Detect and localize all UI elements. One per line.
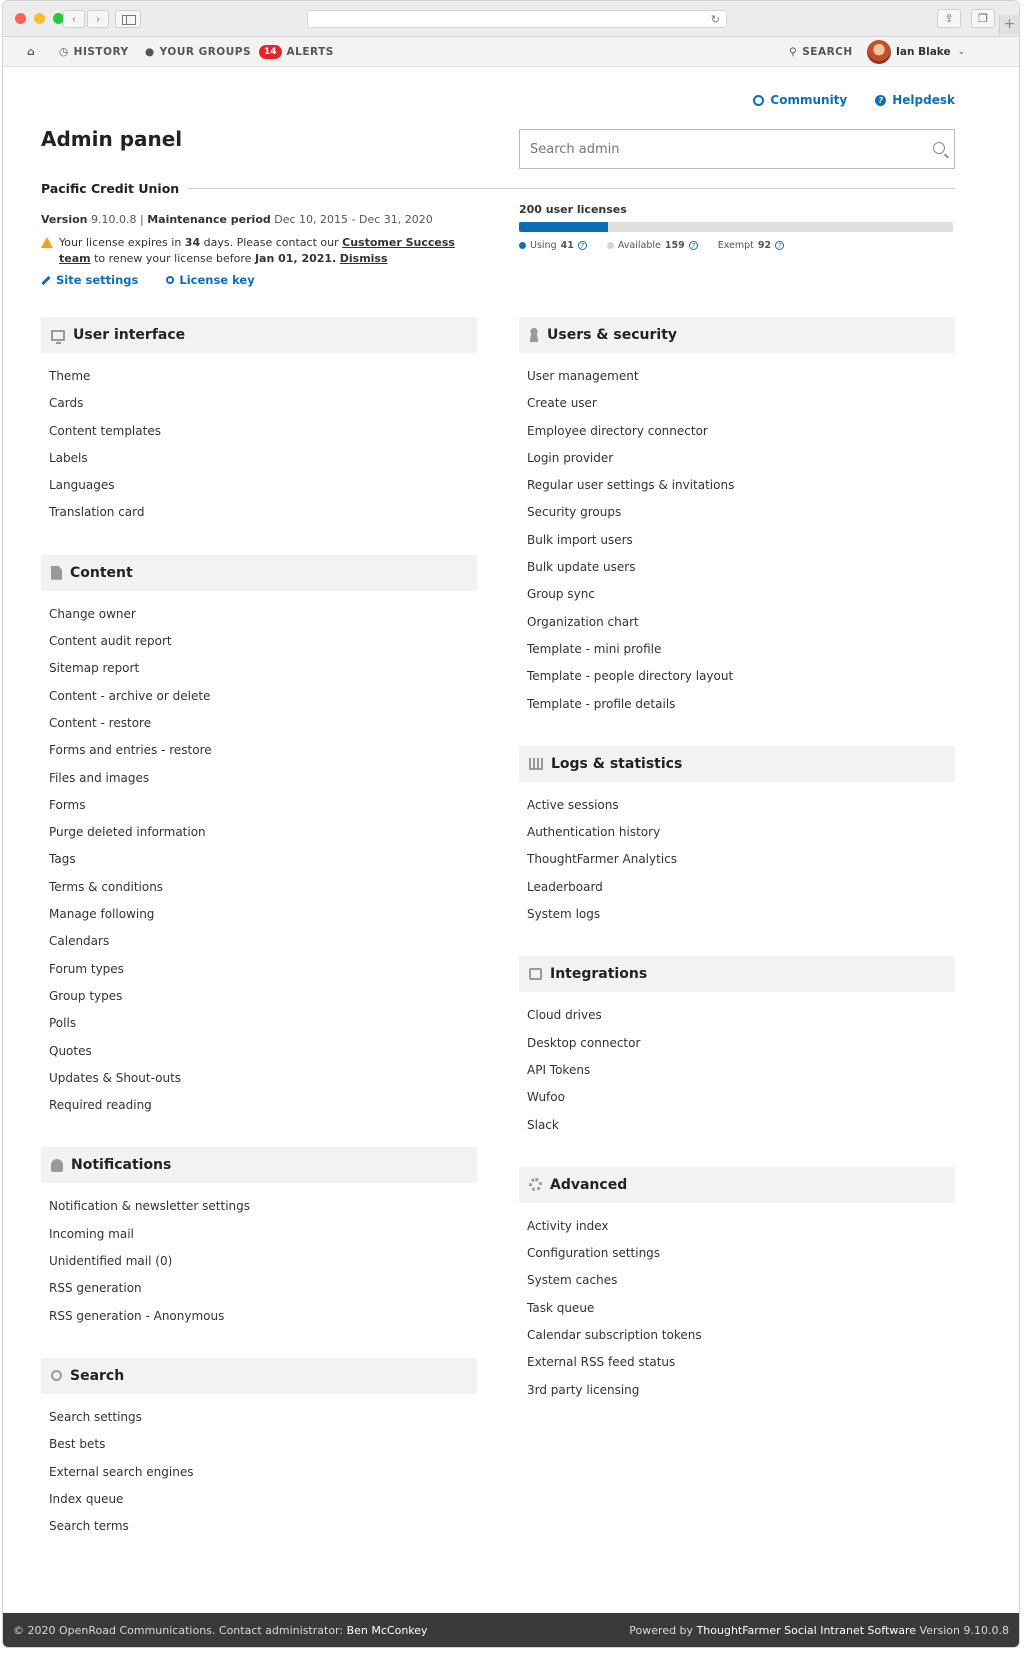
help-icon[interactable]: ? (775, 241, 784, 250)
admin-link-activity-index[interactable]: Activity index (527, 1218, 609, 1233)
org-name: Pacific Credit Union (41, 181, 180, 196)
top-search-link[interactable] (789, 37, 853, 67)
product-link[interactable]: ThoughtFarmer Social Intranet Software (696, 1623, 917, 1637)
top-search-label: SEARCH (802, 46, 853, 58)
version-info (41, 213, 433, 226)
admin-link-required-reading[interactable]: Required reading (49, 1098, 152, 1113)
gear-icon (529, 1178, 542, 1191)
admin-link-content-restore[interactable]: Content - restore (49, 715, 152, 730)
left-column (41, 317, 477, 1568)
admin-link-best-bets[interactable]: Best bets (49, 1437, 106, 1452)
section-advanced (519, 1167, 955, 1404)
maintenance-value: Dec 10, 2015 - Dec 31, 2020 (274, 213, 433, 226)
admin-link-search-terms[interactable]: Search terms (49, 1519, 129, 1534)
admin-link-3rd-party-licensing[interactable]: 3rd party licensing (527, 1382, 640, 1397)
legend-exempt (718, 240, 784, 251)
admin-link-cloud-drives[interactable]: Cloud drives (527, 1008, 602, 1023)
available-label: Available (617, 240, 661, 251)
user-menu[interactable] (867, 37, 965, 67)
powered-by-text: Powered by (629, 1623, 697, 1637)
copyright-text: © 2020 OpenRoad Communications. Contact administrator: (13, 1623, 347, 1637)
license-progress-bar (519, 222, 953, 232)
bar-chart-icon (529, 758, 543, 770)
pencil-icon (41, 275, 50, 284)
admin-link-notification-newsletter-settings[interactable]: Notification & newsletter settings (49, 1199, 251, 1214)
using-dot-icon (519, 242, 526, 249)
admin-link-unidentified-mail-0[interactable]: Unidentified mail (0) (49, 1254, 173, 1269)
admin-link-task-queue[interactable]: Task queue (527, 1300, 595, 1315)
admin-link-authentication-history[interactable]: Authentication history (527, 825, 661, 840)
admin-link-group-types[interactable]: Group types (49, 988, 123, 1003)
admin-link-bulk-update-users[interactable]: Bulk update users (527, 560, 636, 575)
admin-link-active-sessions[interactable]: Active sessions (527, 797, 619, 812)
version-label: Version (41, 213, 88, 226)
warning-icon (41, 237, 53, 248)
section-title: User interface (73, 327, 186, 343)
right-column (519, 317, 955, 1432)
admin-link-wufoo[interactable]: Wufoo (527, 1090, 565, 1105)
admin-link-tags[interactable]: Tags (49, 852, 76, 867)
home-icon: ⌂ (27, 46, 36, 58)
bell-icon (51, 1159, 63, 1172)
dismiss-link[interactable]: Dismiss (339, 252, 388, 265)
version-text: Version 9.10.0.8 (916, 1623, 1009, 1637)
section-header (519, 746, 955, 782)
maintenance-label: Maintenance period (147, 213, 271, 226)
customer-success-link[interactable]: Customer Success team (59, 236, 455, 265)
user-icon (529, 328, 539, 342)
new-tab-button[interactable]: + (999, 15, 1019, 35)
admin-link-system-logs[interactable]: System logs (527, 907, 601, 922)
section-users-security (519, 317, 955, 718)
minimize-window-button[interactable] (34, 13, 45, 24)
close-window-button[interactable] (15, 13, 26, 24)
license-usage (519, 203, 955, 251)
admin-link-create-user[interactable]: Create user (527, 396, 597, 411)
section-title: Content (70, 564, 133, 581)
admin-link-quotes[interactable]: Quotes (49, 1043, 92, 1058)
admin-link-template-profile-details[interactable]: Template - profile details (527, 696, 676, 711)
site-settings-link[interactable] (41, 273, 138, 287)
admin-link-content-templates[interactable]: Content templates (49, 423, 161, 438)
help-links (753, 93, 955, 107)
section-header (41, 1147, 477, 1183)
admin-link-security-groups[interactable]: Security groups (527, 505, 622, 520)
warning-date: Jan 01, 2021. (254, 252, 337, 265)
license-key-label: License key (179, 273, 255, 287)
section-title: Integrations (550, 966, 648, 983)
admin-link-labels[interactable]: Labels (49, 450, 88, 465)
alerts-count-badge: 14 (259, 45, 282, 59)
share-button[interactable]: ⇪ (937, 9, 961, 28)
section-items (41, 1183, 477, 1329)
divider (187, 188, 955, 189)
globe-icon (753, 95, 764, 106)
community-link[interactable] (753, 93, 847, 107)
admin-link-thoughtfarmer-analytics[interactable]: ThoughtFarmer Analytics (527, 852, 677, 867)
admin-link-languages[interactable]: Languages (49, 478, 115, 493)
tab-overview-button[interactable]: ❐ (971, 9, 995, 28)
chevron-down-icon: ⌄ (957, 47, 966, 57)
using-label: Using (530, 240, 557, 251)
home-link[interactable] (27, 37, 35, 67)
section-title: Advanced (550, 1176, 628, 1193)
section-title: Notifications (71, 1157, 172, 1174)
admin-link-files-and-images[interactable]: Files and images (49, 770, 150, 785)
section-header (519, 317, 955, 353)
document-icon (51, 566, 62, 580)
helpdesk-link[interactable] (875, 93, 955, 107)
section-items (41, 353, 477, 527)
section-items (519, 1203, 955, 1404)
admin-link-content-archive-or-delete[interactable]: Content - archive or delete (49, 688, 211, 703)
section-items (41, 591, 477, 1120)
section-notifications (41, 1147, 477, 1329)
admin-link-leaderboard[interactable]: Leaderboard (527, 879, 603, 894)
browser-window (2, 0, 1020, 1648)
admin-link-configuration-settings[interactable]: Configuration settings (527, 1246, 661, 1261)
using-value: 41 (560, 240, 574, 251)
reload-icon[interactable]: ↻ (710, 13, 720, 26)
admin-link-regular-user-settings-invitations[interactable]: Regular user settings & invitations (527, 478, 735, 493)
search-icon: ⚲ (789, 46, 798, 58)
help-icon[interactable]: ? (689, 241, 698, 250)
admin-link-terms-conditions[interactable]: Terms & conditions (49, 879, 164, 894)
admin-link-updates-shout-outs[interactable]: Updates & Shout-outs (49, 1070, 182, 1085)
section-header (519, 1167, 955, 1203)
admin-link-theme[interactable]: Theme (49, 369, 91, 383)
section-user-interface (41, 317, 477, 527)
admin-link-manage-following[interactable]: Manage following (49, 907, 155, 922)
warning-text: Your license expires in (59, 236, 185, 249)
community-label: Community (770, 93, 848, 107)
section-items (41, 1394, 477, 1540)
warning-text: to renew your license before (90, 252, 255, 265)
footer (3, 1613, 1020, 1647)
sidebar-toggle-button[interactable] (115, 10, 141, 28)
user-name: Ian Blake (896, 46, 951, 58)
search-icon (51, 1370, 62, 1381)
site-links (41, 273, 255, 287)
address-bar[interactable] (307, 10, 727, 28)
admin-link-content-audit-report[interactable]: Content audit report (49, 634, 172, 649)
alerts-label: ALERTS (286, 46, 334, 58)
question-icon: ? (875, 95, 886, 106)
legend-using (519, 240, 587, 251)
admin-link-search-settings[interactable]: Search settings (49, 1409, 142, 1424)
admin-contact-link[interactable]: Ben McConkey (346, 1623, 428, 1637)
clock-icon: ◷ (59, 46, 69, 58)
admin-link-template-people-directory-layout[interactable]: Template - people directory layout (527, 669, 734, 684)
admin-link-calendars[interactable]: Calendars (49, 934, 110, 949)
section-items (519, 992, 955, 1138)
section-logs-statistics (519, 746, 955, 928)
section-items (519, 782, 955, 928)
admin-link-sitemap-report[interactable]: Sitemap report (49, 661, 140, 676)
search-icon[interactable] (933, 142, 945, 154)
exempt-value: 92 (757, 240, 772, 251)
available-value: 159 (664, 240, 685, 251)
browser-toolbar (3, 1, 1019, 37)
section-header (41, 317, 477, 353)
admin-link-external-rss-feed-status[interactable]: External RSS feed status (527, 1355, 676, 1370)
app-top-nav (3, 37, 1019, 67)
footer-left (13, 1624, 428, 1637)
org-header (41, 181, 955, 196)
license-title: 200 user licenses (519, 203, 627, 216)
section-items (519, 353, 955, 718)
admin-link-index-queue[interactable]: Index queue (49, 1491, 124, 1506)
search-admin-input[interactable] (519, 129, 955, 169)
admin-link-polls[interactable]: Polls (49, 1016, 77, 1031)
section-search (41, 1358, 477, 1540)
warning-days: 34 (184, 236, 201, 249)
page-title: Admin panel (41, 127, 183, 151)
admin-link-forms-and-entries-restore[interactable]: Forms and entries - restore (49, 743, 212, 758)
admin-link-calendar-subscription-tokens[interactable]: Calendar subscription tokens (527, 1328, 702, 1343)
admin-link-external-search-engines[interactable]: External search engines (49, 1464, 194, 1479)
your-groups-label: YOUR GROUPS (159, 46, 252, 58)
admin-link-slack[interactable]: Slack (527, 1117, 559, 1132)
section-title: Logs & statistics (551, 755, 683, 772)
admin-link-bulk-import-users[interactable]: Bulk import users (527, 532, 633, 547)
admin-link-system-caches[interactable]: System caches (527, 1273, 618, 1288)
admin-link-forum-types[interactable]: Forum types (49, 961, 124, 976)
admin-link-purge-deleted-information[interactable]: Purge deleted information (49, 825, 206, 840)
license-legend (519, 240, 955, 251)
available-dot-icon (607, 242, 614, 249)
admin-link-translation-card[interactable]: Translation card (49, 505, 145, 520)
section-header (41, 1358, 477, 1394)
exempt-label: Exempt (717, 240, 754, 251)
window-controls (15, 13, 64, 24)
person-icon: ● (145, 46, 155, 58)
helpdesk-label: Helpdesk (892, 93, 955, 107)
admin-link-user-management[interactable]: User management (527, 369, 639, 383)
share-icon (529, 968, 542, 980)
admin-link-rss-generation[interactable]: RSS generation (49, 1281, 142, 1296)
footer-right (629, 1624, 1009, 1637)
admin-link-template-mini-profile[interactable]: Template - mini profile (527, 641, 662, 656)
back-button[interactable]: ‹ (63, 10, 85, 28)
section-title: Search (70, 1367, 125, 1384)
section-header (519, 956, 955, 992)
warning-text: days. Please contact our (200, 236, 343, 249)
monitor-icon (51, 330, 65, 341)
forward-button[interactable]: › (87, 10, 109, 28)
admin-link-change-owner[interactable]: Change owner (49, 606, 136, 621)
section-header (41, 555, 477, 591)
section-integrations (519, 956, 955, 1138)
admin-link-rss-generation-anonymous[interactable]: RSS generation - Anonymous (49, 1308, 225, 1323)
admin-link-api-tokens[interactable]: API Tokens (527, 1062, 591, 1077)
admin-link-incoming-mail[interactable]: Incoming mail (49, 1226, 134, 1241)
your-groups-link[interactable] (145, 37, 251, 67)
alerts-link[interactable] (259, 37, 334, 67)
admin-link-cards[interactable]: Cards (49, 396, 84, 411)
admin-link-forms[interactable]: Forms (49, 797, 86, 812)
help-icon[interactable]: ? (578, 241, 587, 250)
separator: | (140, 213, 148, 226)
admin-link-desktop-connector[interactable]: Desktop connector (527, 1035, 641, 1050)
admin-link-employee-directory-connector[interactable]: Employee directory connector (527, 423, 708, 438)
history-nav (63, 10, 109, 28)
avatar (867, 40, 891, 64)
admin-link-login-provider[interactable]: Login provider (527, 450, 614, 465)
history-link[interactable] (59, 37, 129, 67)
section-title: Users & security (547, 327, 678, 343)
license-key-link[interactable] (166, 273, 254, 287)
admin-link-organization-chart[interactable]: Organization chart (527, 614, 639, 629)
section-content (41, 555, 477, 1120)
admin-link-group-sync[interactable]: Group sync (527, 587, 595, 602)
history-label: HISTORY (73, 46, 129, 58)
legend-available (607, 240, 698, 251)
license-warning (41, 235, 481, 267)
key-icon (166, 276, 174, 284)
site-settings-label: Site settings (56, 273, 139, 287)
version-value: 9.10.0.8 (91, 213, 137, 226)
license-progress-fill (519, 222, 608, 232)
